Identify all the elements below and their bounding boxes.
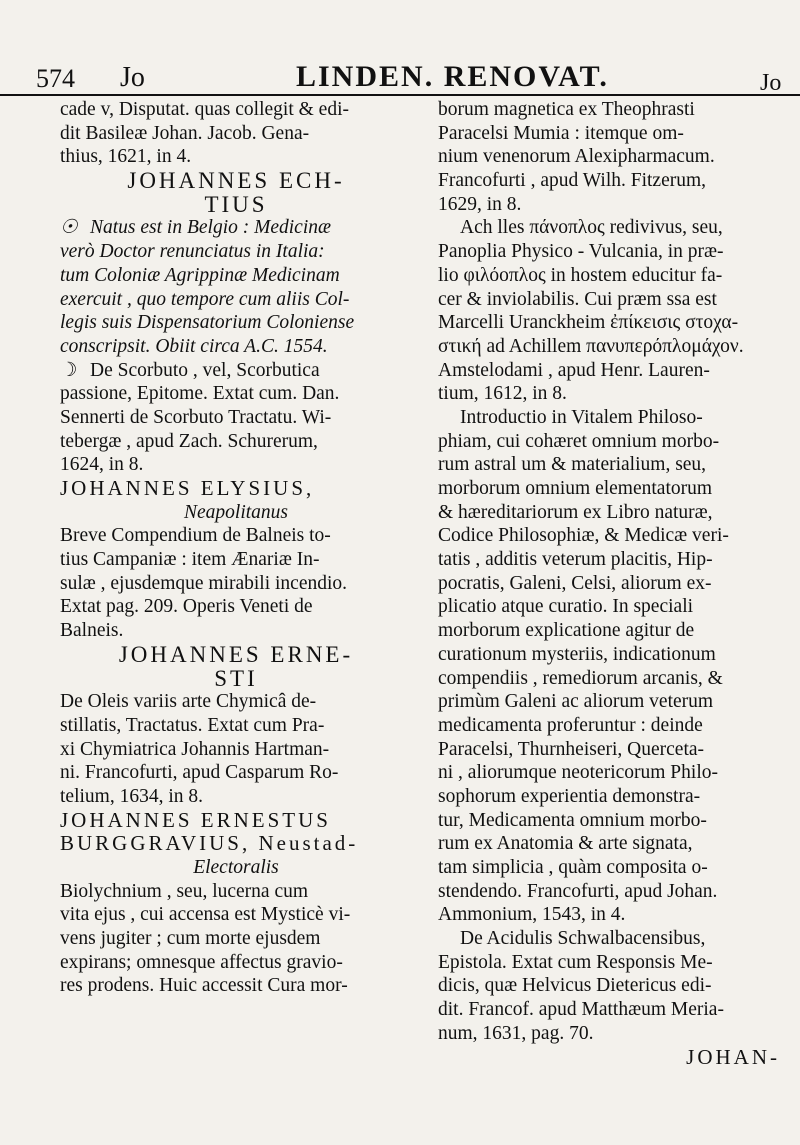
work-line: Marcelli Uranckheim ἐπίκεισις στοχα- xyxy=(438,312,739,334)
entry-heading: JOHANNES ECH- xyxy=(127,169,345,193)
work-line: num, 1631, pag. 70. xyxy=(438,1022,594,1044)
page-number: 574 xyxy=(36,64,75,93)
work-line: res prodens. Huic accessit Cura mor- xyxy=(60,975,348,997)
work-line: ni , aliorumque neotericorum Philo- xyxy=(438,762,718,784)
work-line: ni. Francofurti, apud Casparum Ro- xyxy=(60,762,339,784)
entry-heading: TIUS xyxy=(204,192,268,217)
left-column xyxy=(60,98,412,998)
work-line: Panoplia Physico - Vulcania, in præ- xyxy=(438,241,724,263)
work-line: morborum explicatione agitur de xyxy=(438,620,695,642)
birth-symbol-icon: ☉ xyxy=(60,217,78,239)
work-line: dicis, quæ Helvicus Dietericus edi- xyxy=(438,975,712,997)
work-line: sophorum experientia demonstra- xyxy=(438,785,701,807)
biography-line: ☉ Natus est in Belgio : Medicinæ xyxy=(60,217,332,239)
work-line: cer & inviolabilis. Cui præm ssa est xyxy=(438,288,717,310)
work-line: tam simplicia , quàm composita o- xyxy=(438,857,708,878)
biography-line: legis suis Dispensatorium Coloniense xyxy=(60,312,355,334)
work-line: Epistola. Extat cum Responsis Me- xyxy=(438,951,713,973)
work-line: sulæ , ejusdemque mirabili incendio. xyxy=(60,572,348,594)
work-line: Ammonium, 1543, in 4. xyxy=(438,904,626,926)
entry-heading: JOHANNES ERNE- xyxy=(118,642,354,667)
work-line: medicamenta proferuntur : deinde xyxy=(438,714,703,736)
biography-line: conscripsit. Obiit circa A.C. 1554. xyxy=(60,335,328,357)
work-line: Sennerti de Scorbuto Tractatu. Wi- xyxy=(60,406,332,428)
work-line: compendiis , remediorum arcanis, & xyxy=(438,667,723,689)
work-line: De Acidulis Schwalbacensibus, xyxy=(460,928,706,950)
work-line: vita ejus , cui accensa est Mysticè vi- xyxy=(60,904,351,926)
work-line: Codice Philosophiæ, & Medicæ veri- xyxy=(438,525,729,547)
header-abbrev-left: Jo xyxy=(120,62,145,93)
work-line: borum magnetica ex Theophrasti xyxy=(438,99,695,120)
death-symbol-icon: ☽ xyxy=(60,359,78,381)
work-line: vens jugiter ; cum morte ejusdem xyxy=(60,928,321,950)
work-line: Biolychnium , seu, lucerna cum xyxy=(60,880,309,902)
work-line: stendendo. Francofurti, apud Johan. xyxy=(438,880,718,902)
text-line: thius, 1621, in 4. xyxy=(60,146,192,168)
work-line: Extat pag. 209. Operis Veneti de xyxy=(60,596,313,618)
right-column xyxy=(438,98,790,1069)
work-line: De Oleis variis arte Chymicâ de- xyxy=(60,691,317,713)
work-line: dit. Francof. apud Matthæum Meria- xyxy=(438,999,724,1021)
work-line: primùm Galeni ac aliorum veterum xyxy=(438,691,714,713)
work-line: passione, Epitome. Extat cum. Dan. xyxy=(60,383,340,405)
work-line: Breve Compendium de Balneis to- xyxy=(60,525,331,547)
work-line: 1629, in 8. xyxy=(438,193,522,215)
work-line: telium, 1634, in 8. xyxy=(60,785,203,807)
work-line: Balneis. xyxy=(60,620,124,642)
work-line: Amstelodami , apud Henr. Lauren- xyxy=(438,359,710,381)
biography-line: tum Coloniæ Agrippinæ Medicinam xyxy=(60,264,340,286)
work-line: nium venenorum Alexipharmacum. xyxy=(438,146,715,168)
entry-heading: STI xyxy=(214,666,258,691)
text-line: dit Basileæ Johan. Jacob. Gena- xyxy=(60,122,310,144)
header-title: LINDEN. RENOVAT. xyxy=(296,60,609,93)
biography-line: exercuit , quo tempore cum aliis Col- xyxy=(60,288,350,310)
entry-heading: JOHANNES ERNESTUS xyxy=(60,808,331,832)
work-line: Paracelsi, Thurnheiseri, Querceta- xyxy=(438,738,705,760)
entry-subheading: Electoralis xyxy=(193,857,279,878)
work-line: 1624, in 8. xyxy=(60,454,144,476)
entry-heading: BURGGRAVIUS, Neustad- xyxy=(60,832,359,856)
work-line: lio φιλόοπλος in hostem educitur fa- xyxy=(438,264,723,286)
work-line: pocratis, Galeni, Celsi, aliorum ex- xyxy=(438,572,712,594)
work-line: tebergæ , apud Zach. Schurerum, xyxy=(60,430,318,452)
work-line: tatis , additis veterum placitis, Hip- xyxy=(438,549,713,571)
work-line: morborum omnium elementatorum xyxy=(438,478,713,499)
work-line: tius Campaniæ : item Ænariæ In- xyxy=(60,549,320,571)
work-line: curationum mysteriis, indicationum xyxy=(438,643,716,665)
running-header xyxy=(0,56,800,96)
work-line: stillatis, Tractatus. Extat cum Pra- xyxy=(60,714,325,736)
work-line: Ach lles πάνοπλος redivivus, seu, xyxy=(460,217,723,239)
work-line: & hæreditariorum ex Libro naturæ, xyxy=(438,501,713,523)
work-line: expirans; omnesque affectus gravio- xyxy=(60,951,343,973)
work-line: tur, Medicamenta omnium morbo- xyxy=(438,809,707,831)
work-line: xi Chymiatrica Johannis Hartman- xyxy=(60,738,330,760)
work-line: tium, 1612, in 8. xyxy=(438,383,567,405)
header-abbrev-right: Jo xyxy=(760,70,782,96)
work-line: rum astral um & materialium, seu, xyxy=(438,454,707,476)
entry-subheading: Neapolitanus xyxy=(183,501,288,523)
work-line: phiam, cui cohæret omnium morbo- xyxy=(438,430,720,452)
entry-heading: JOHANNES ELYSIUS, xyxy=(60,477,315,500)
work-line: Paracelsi Mumia : itemque om- xyxy=(438,122,684,144)
text-line: cade v, Disputat. quas collegit & edi- xyxy=(60,99,349,120)
work-line: Francofurti , apud Wilh. Fitzerum, xyxy=(438,170,707,192)
work-line: ☽ De Scorbuto , vel, Scorbutica xyxy=(60,359,320,381)
work-line: στική ad Achillem πανυπερόπλομάχον. xyxy=(438,335,744,357)
biography-line: verò Doctor renunciatus in Italia: xyxy=(60,241,325,263)
work-line: Introductio in Vitalem Philoso- xyxy=(460,406,703,428)
catchword: JOHAN- xyxy=(686,1045,780,1069)
work-line: rum ex Anatomia & arte signata, xyxy=(438,833,693,855)
work-line: plicatio atque curatio. In speciali xyxy=(438,596,694,618)
